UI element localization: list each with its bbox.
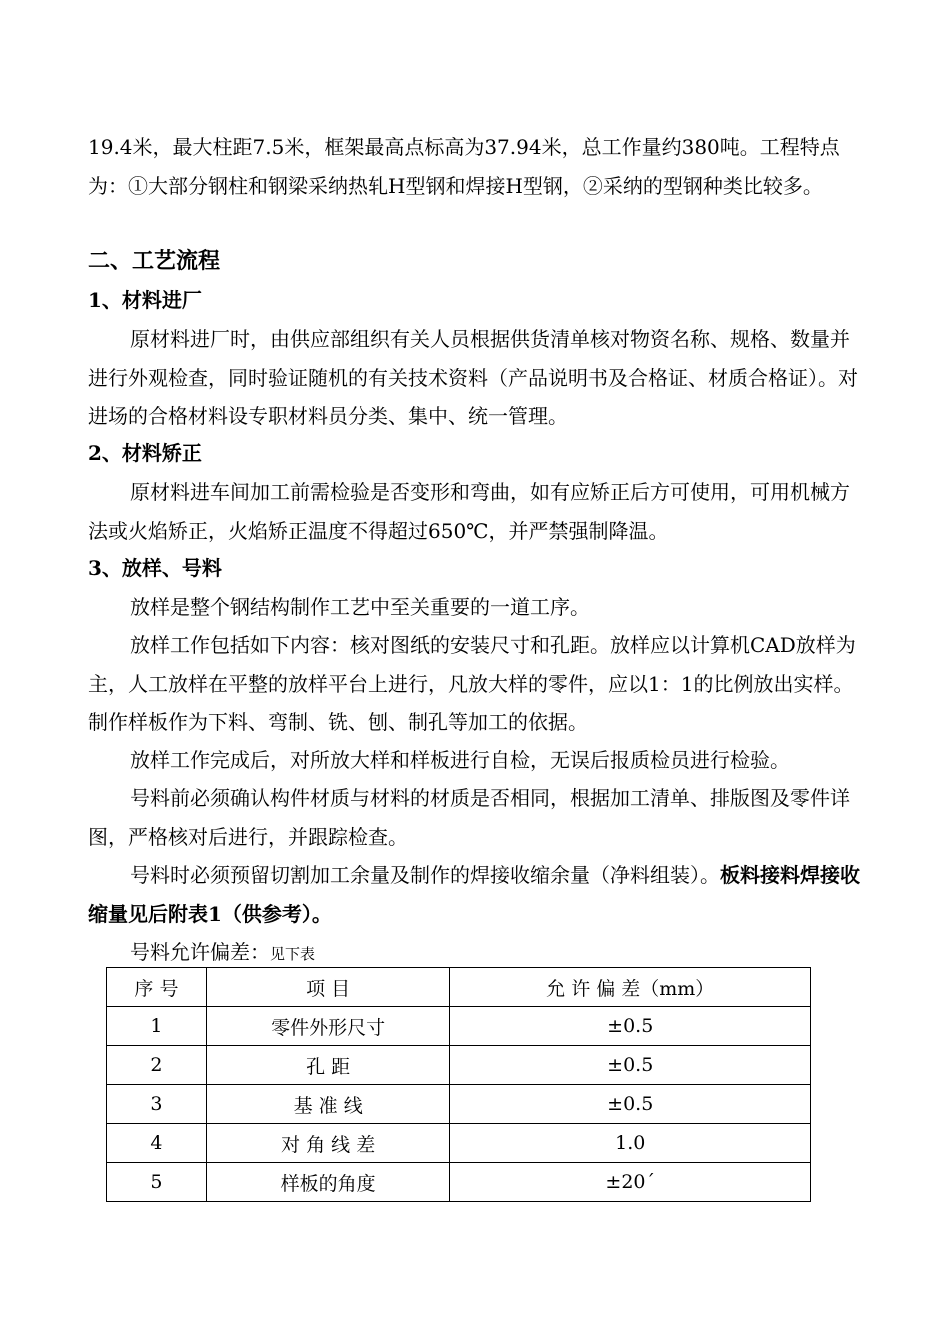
cell-item: 对 角 线 差 xyxy=(206,1124,450,1163)
header-item: 项 目 xyxy=(206,968,450,1007)
intro-paragraph: 19.4米，最大柱距7.5米，框架最高点标高为37.94米，总工作量约380吨。工程特点为：①大部分钢柱和钢梁采纳热轧H型钢和焊接H型钢，②采纳的型钢种类比较多。 xyxy=(88,135,840,198)
cell-item: 孔 距 xyxy=(206,1046,450,1085)
cell-number: 2 xyxy=(107,1046,207,1085)
cell-tolerance: ±0.5 xyxy=(450,1085,811,1124)
cell-item: 基 准 线 xyxy=(206,1085,450,1124)
table-row xyxy=(107,1124,811,1163)
allowance-text: 号料时必须预留切割加工余量及制作的焊接收缩余量（净料组装）。 xyxy=(130,863,720,887)
table-row xyxy=(107,1085,811,1124)
cell-item: 样板的角度 xyxy=(206,1163,450,1202)
header-number: 序 号 xyxy=(107,968,207,1007)
cell-number: 1 xyxy=(107,1007,207,1046)
cell-tolerance: ±0.5 xyxy=(450,1007,811,1046)
cell-item: 零件外形尺寸 xyxy=(206,1007,450,1046)
table-header-row xyxy=(107,968,811,1007)
header-tolerance: 允 许 偏 差（mm） xyxy=(450,968,811,1007)
cell-tolerance: ±20ˊ xyxy=(450,1163,811,1202)
tolerance-note: 见下表 xyxy=(270,945,316,963)
cell-number: 4 xyxy=(107,1124,207,1163)
paragraph-material-straightening: 原材料进车间加工前需检验是否变形和弯曲，如有应矫正后方可使用，可用机械方法或火焰矫正，火焰矫正温度不得超过650℃，并严禁强制降温。 xyxy=(88,480,850,543)
subheading-layout-marking: 3、放样、号料 xyxy=(88,556,222,580)
cell-tolerance: ±0.5 xyxy=(450,1046,811,1085)
table-row xyxy=(107,1007,811,1046)
paragraph-material-entry: 原材料进厂时，由供应部组织有关人员根据供货清单核对物资名称、规格、数量并进行外观检查，同时验证随机的有关技术资料（产品说明书及合格证、材质合格证）。对进场的合格材料设专职材料员分类、集中、统一管理。 xyxy=(88,327,858,428)
tolerance-label: 号料允许偏差： xyxy=(130,940,270,964)
table-row xyxy=(107,1163,811,1202)
table-row xyxy=(107,1046,811,1085)
paragraph-layout-intro: 放样是整个钢结构制作工艺中至关重要的一道工序。 xyxy=(130,595,590,619)
paragraph-marking-confirm: 号料前必须确认构件材质与材料的材质是否相同，根据加工清单、排版图及零件详图，严格核对后进行，并跟踪检查。 xyxy=(88,786,850,849)
paragraph-layout-check: 放样工作完成后，对所放大样和样板进行自检，无误后报质检员进行检验。 xyxy=(130,748,790,772)
cell-number: 5 xyxy=(107,1163,207,1202)
subheading-material-straightening: 2、材料矫正 xyxy=(88,441,202,465)
subheading-material-entry: 1、材料进厂 xyxy=(88,288,202,312)
paragraph-layout-content: 放样工作包括如下内容：核对图纸的安装尺寸和孔距。放样应以计算机CAD放样为主，人工放样在平整的放样平台上进行，凡放大样的零件，应以1：1的比例放出实样。制作样板作为下料、弯制、铣、刨、制孔等加工的依据。 xyxy=(88,633,856,734)
cell-number: 3 xyxy=(107,1085,207,1124)
shrinkage-reference-text: 板料接料焊接收缩量见后附表1（供参考）。 xyxy=(88,863,860,926)
paragraph-marking-allowance xyxy=(88,856,864,933)
section-heading-process: 二、工艺流程 xyxy=(88,248,221,274)
tolerance-table xyxy=(106,967,811,1202)
cell-tolerance: 1.0 xyxy=(450,1124,811,1163)
